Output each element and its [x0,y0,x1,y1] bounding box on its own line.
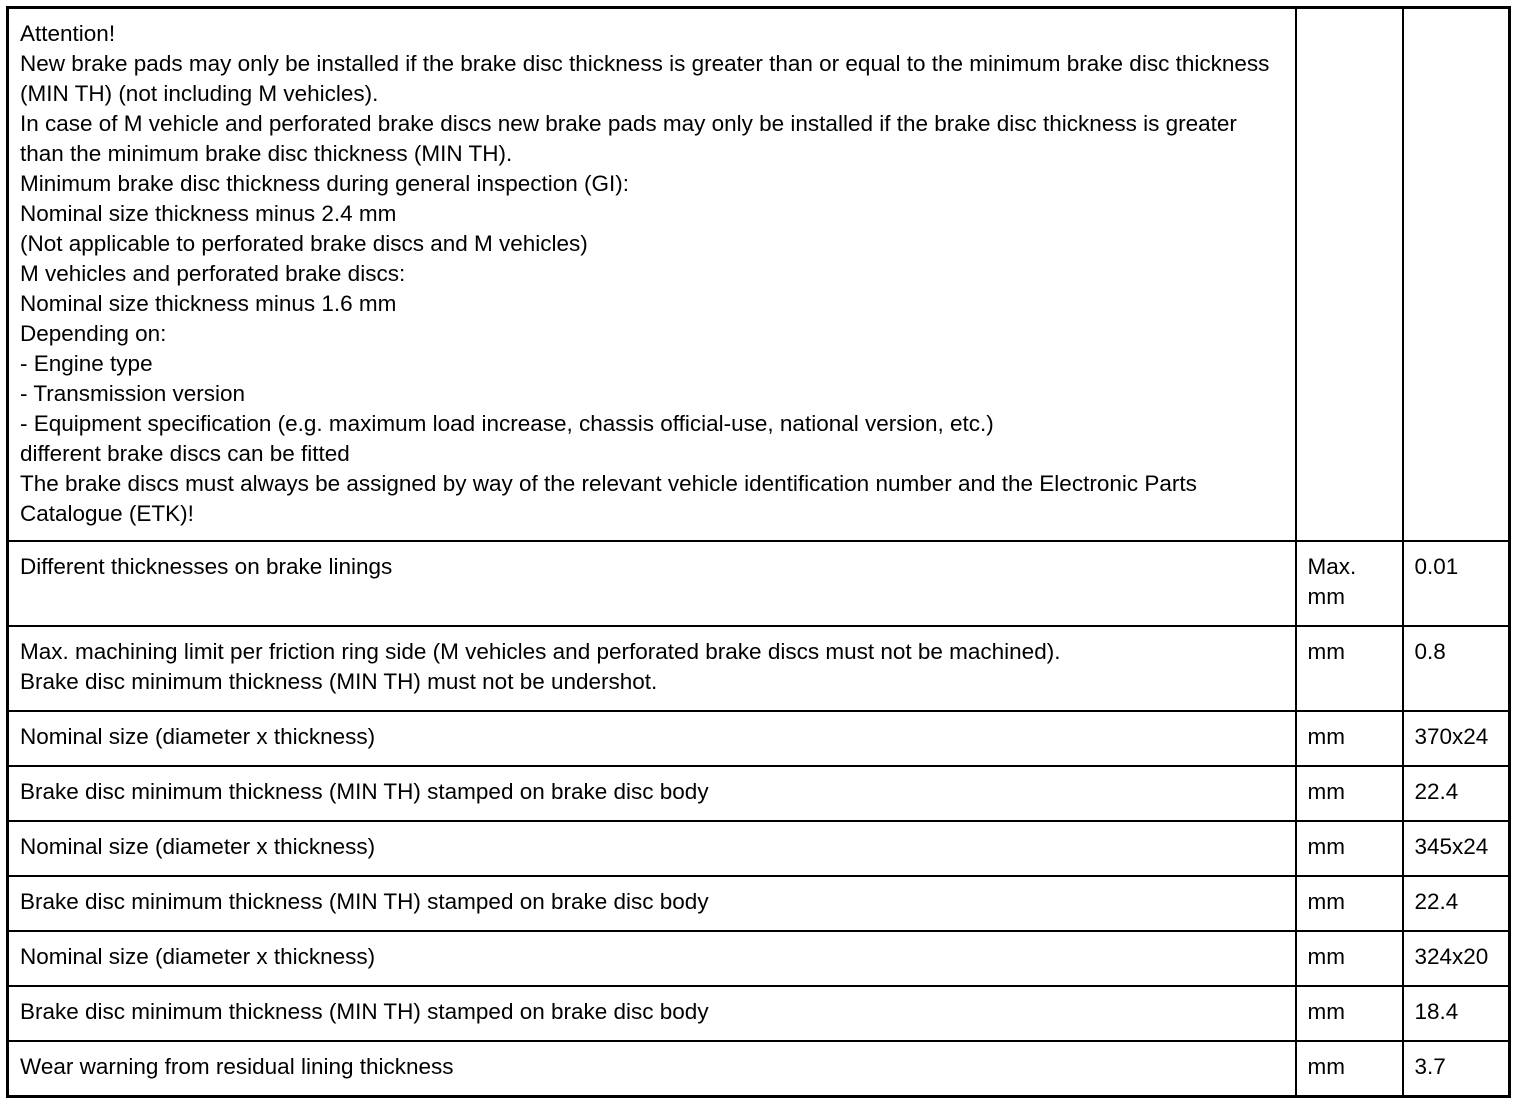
row-unit: mm [1296,626,1403,711]
attention-line-min-thickness: New brake pads may only be installed if the brake disc thickness is greater than or equal to the minimum brake disc thickness (MIN TH) (not including M vehicles). [20,51,1270,106]
row-description-line: Brake disc minimum thickness (MIN TH) must not be undershot. [20,669,658,694]
attention-notice-cell [8,8,1296,542]
table-row [8,931,1510,986]
row-value: 18.4 [1403,986,1510,1041]
attention-line-not-applicable: (Not applicable to perforated brake discs and M vehicles) [20,231,588,256]
row-value: 0.01 [1403,541,1510,626]
row-unit: mm [1296,821,1403,876]
table-row [8,821,1510,876]
table-row [8,766,1510,821]
row-unit: mm [1296,766,1403,821]
attention-line-m-vehicle: In case of M vehicle and perforated brake discs new brake pads may only be installed if the brake disc thickness is greater than the minimum brake disc thickness (MIN TH). [20,111,1237,166]
row-description: Brake disc minimum thickness (MIN TH) stamped on brake disc body [8,766,1296,821]
row-value: 324x20 [1403,931,1510,986]
row-description: Nominal size (diameter x thickness) [8,821,1296,876]
attention-line-depending: Depending on: [20,321,167,346]
attention-row [8,8,1510,542]
row-unit: mm [1296,931,1403,986]
row-unit: mm [1296,711,1403,766]
attention-line-gi: Minimum brake disc thickness during general inspection (GI): [20,171,630,196]
table-row [8,1041,1510,1097]
row-unit: mm [1296,1041,1403,1097]
row-description: Nominal size (diameter x thickness) [8,711,1296,766]
attention-line-etk: The brake discs must always be assigned by way of the relevant vehicle identification number and the Electronic Parts Catalogue (ETK)! [20,471,1197,526]
table-row [8,986,1510,1041]
table-row [8,876,1510,931]
attention-value-cell [1403,8,1510,542]
attention-line-m-perforated: M vehicles and perforated brake discs: [20,261,406,286]
attention-line-minus-2-4: Nominal size thickness minus 2.4 mm [20,201,397,226]
row-description [8,626,1296,711]
row-description: Brake disc minimum thickness (MIN TH) stamped on brake disc body [8,876,1296,931]
attention-unit-cell [1296,8,1403,542]
row-unit: mm [1296,876,1403,931]
table-row [8,711,1510,766]
row-value: 22.4 [1403,876,1510,931]
row-value: 345x24 [1403,821,1510,876]
attention-heading: Attention! [20,21,116,46]
attention-line-different-discs: different brake discs can be fitted [20,441,350,466]
attention-line-equipment: - Equipment specification (e.g. maximum load increase, chassis official-use, national version, etc.) [20,411,994,436]
row-description-line: Max. machining limit per friction ring side (M vehicles and perforated brake discs must not be machined). [20,639,1061,664]
row-unit: mm [1296,986,1403,1041]
row-value: 370x24 [1403,711,1510,766]
table-row [8,626,1510,711]
attention-line-transmission: - Transmission version [20,381,246,406]
row-value: 22.4 [1403,766,1510,821]
attention-line-engine: - Engine type [20,351,153,376]
table-row [8,541,1510,626]
row-description: Brake disc minimum thickness (MIN TH) stamped on brake disc body [8,986,1296,1041]
row-description: Different thicknesses on brake linings [8,541,1296,626]
row-description: Wear warning from residual lining thickness [8,1041,1296,1097]
row-unit: Max. mm [1296,541,1403,626]
row-value: 3.7 [1403,1041,1510,1097]
attention-line-minus-1-6: Nominal size thickness minus 1.6 mm [20,291,397,316]
brake-disc-spec-table [6,6,1511,1098]
row-description: Nominal size (diameter x thickness) [8,931,1296,986]
row-value: 0.8 [1403,626,1510,711]
